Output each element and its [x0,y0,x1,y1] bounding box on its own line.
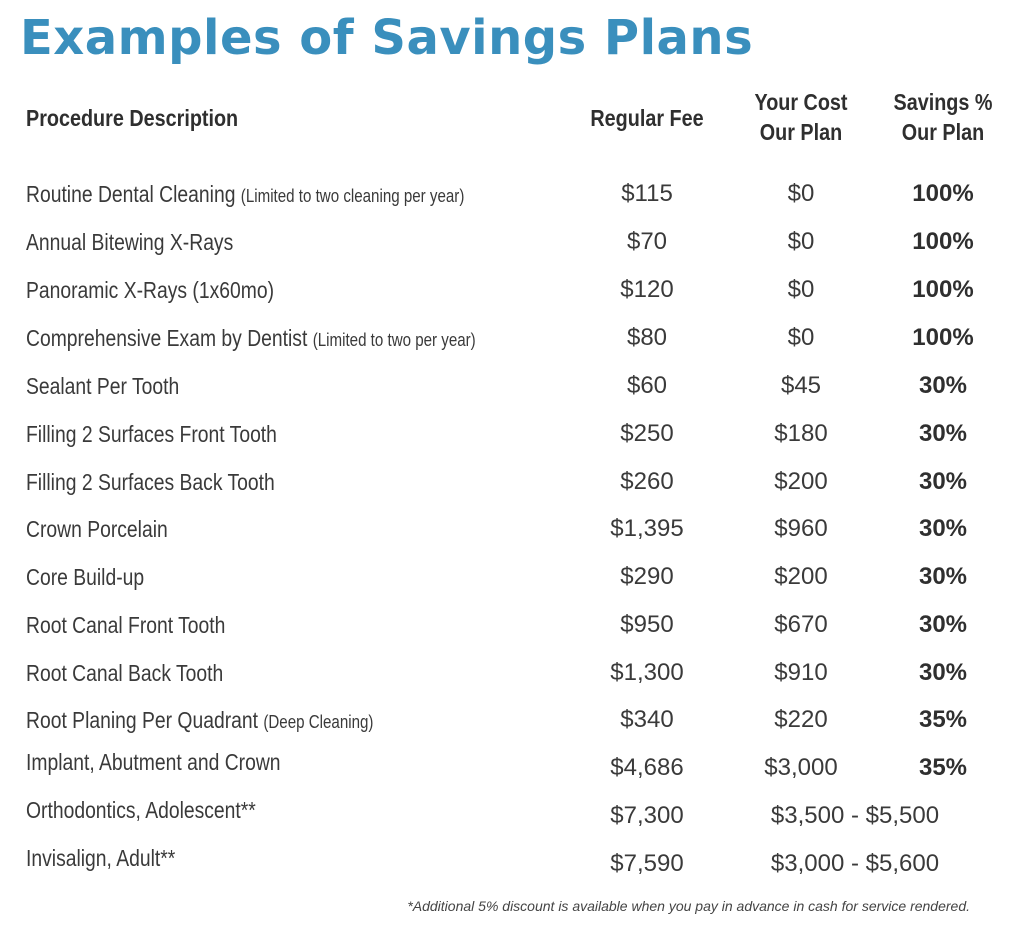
header-your-cost [737,87,866,147]
procedure-name: Root Canal Front Tooth [26,612,226,638]
regular-fee-cell: $60 [626,372,668,399]
regular-fee-cell: $1,300 [610,659,684,686]
procedure-name: Filling 2 Surfaces Back Tooth [26,469,275,495]
your-cost-cell: $3,500 - $5,500 [770,802,940,829]
your-cost-cell: $0 [787,276,815,303]
regular-fee-cell: $290 [620,563,674,590]
your-cost-cell: $180 [774,420,828,447]
procedure-name: Core Build-up [26,564,145,590]
procedure-name: Panoramic X-Rays (1x60mo) [26,277,275,303]
table-row [0,704,1024,744]
page-title: Examples of Savings Plans [20,10,754,66]
table-row [0,322,1024,362]
your-cost-cell: $0 [787,180,815,207]
your-cost-cell: $200 [774,563,828,590]
your-cost-cell: $0 [787,228,815,255]
regular-fee-cell: $70 [626,228,668,255]
regular-fee-cell: $7,300 [610,802,684,829]
savings-cell: 30% [918,611,968,638]
footnote: *Additional 5% discount is available when you pay in advance in cash for service rendered. [407,898,970,914]
savings-cell: 30% [918,515,968,542]
procedure-note: (Deep Cleaning) [263,712,374,732]
regular-fee-cell: $250 [620,420,674,447]
table-row [0,561,1024,601]
procedure-description [26,842,175,874]
procedure-description [26,370,179,402]
header-procedure-description: Procedure Description [26,105,239,131]
savings-cell: 35% [918,754,968,781]
table-row [0,797,1024,840]
procedure-description [26,704,373,738]
procedure-name: Routine Dental Cleaning [26,181,236,207]
procedure-note: (Limited to two per year) [312,330,476,350]
header-savings-line1: Savings % [893,89,993,115]
procedure-description [26,178,464,212]
your-cost-cell: $0 [787,324,815,351]
procedure-description [26,657,223,689]
regular-fee-cell: $4,686 [610,754,684,781]
table-row [0,370,1024,410]
procedure-name: Implant, Abutment and Crown [26,749,281,775]
procedure-description [26,226,233,258]
procedure-description [26,746,281,778]
your-cost-cell: $670 [774,611,828,638]
regular-fee-cell: $1,395 [610,515,684,542]
procedure-description [26,322,476,356]
savings-cell: 100% [912,180,974,207]
your-cost-cell: $3,000 - $5,600 [770,850,940,877]
header-savings-line2: Our Plan [901,119,985,145]
your-cost-cell: $960 [774,515,828,542]
table-row [0,418,1024,458]
your-cost-cell: $45 [780,372,822,399]
table-row [0,609,1024,649]
savings-cell: 35% [918,706,968,733]
savings-cell: 100% [912,276,974,303]
procedure-name: Sealant Per Tooth [26,373,180,399]
header-regular-fee: Regular Fee [590,105,704,131]
savings-cell: 100% [912,228,974,255]
your-cost-cell: $200 [774,468,828,495]
regular-fee-cell: $115 [621,180,673,207]
header-your-cost-line2: Our Plan [759,119,843,145]
procedure-name: Root Canal Back Tooth [26,660,224,686]
regular-fee-cell: $340 [620,706,674,733]
table-row [0,226,1024,266]
procedure-name: Crown Porcelain [26,516,168,542]
procedure-description [26,466,275,498]
savings-cell: 100% [912,324,974,351]
procedure-name: Annual Bitewing X-Rays [26,229,234,255]
savings-cell: 30% [918,563,968,590]
header-your-cost-line1: Your Cost [754,89,848,115]
savings-cell: 30% [918,659,968,686]
procedure-name: Invisalign, Adult** [26,845,176,871]
table-row [0,178,1024,218]
your-cost-cell: $910 [774,659,828,686]
procedure-description [26,418,277,450]
table-row [0,657,1024,697]
procedure-description [26,513,168,545]
procedure-name: Filling 2 Surfaces Front Tooth [26,421,277,447]
savings-cell: 30% [918,468,968,495]
table-row [0,466,1024,506]
procedure-name: Comprehensive Exam by Dentist [26,325,308,351]
savings-cell: 30% [918,420,968,447]
table-row [0,513,1024,553]
procedure-description [26,794,256,826]
procedure-name: Orthodontics, Adolescent** [26,797,256,823]
your-cost-cell: $220 [774,706,828,733]
regular-fee-cell: $260 [620,468,674,495]
table-row [0,845,1024,888]
procedure-description [26,274,274,306]
procedure-description [26,609,225,641]
procedure-description [26,561,144,593]
your-cost-cell: $3,000 [764,754,838,781]
table-row [0,274,1024,314]
procedure-name: Root Planing Per Quadrant [26,707,258,733]
regular-fee-cell: $7,590 [610,850,684,877]
regular-fee-cell: $120 [620,276,674,303]
savings-cell: 30% [918,372,968,399]
header-savings [879,87,1008,147]
regular-fee-cell: $950 [620,611,674,638]
procedure-note: (Limited to two cleaning per year) [240,186,465,206]
regular-fee-cell: $80 [626,324,668,351]
table-row [0,749,1024,792]
